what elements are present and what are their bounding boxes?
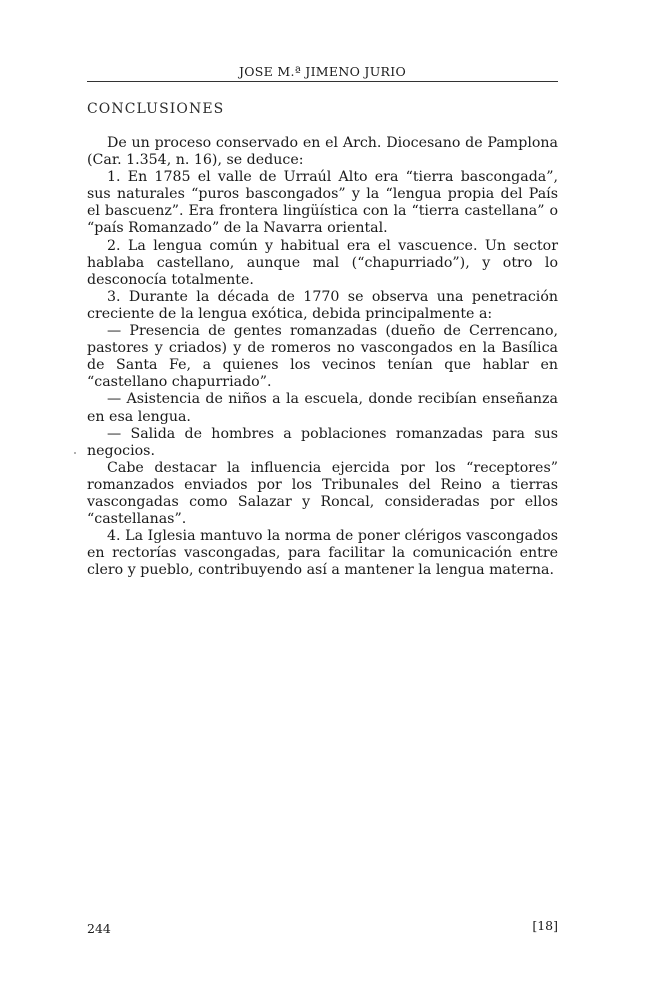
scan-speck (74, 452, 76, 454)
body-text (87, 135, 558, 579)
paragraph: 3. Durante la década de 1770 se observa una penetración creciente de la lengua exótica, debida principalmente a: (87, 288, 558, 322)
paragraph: — Presencia de gentes romanzadas (dueño de Cerrencano, pastores y criados) y de romeros no vascongados en la Basílica de Santa Fe, a quienes los vecinos tenían que hablar en “castellano chapurriado”. (87, 323, 558, 391)
paragraph: 2. La lengua común y habitual era el vascuence. Un sector hablaba castellano, aunque mal (“chapurriado”), y otro lo desconocía totalmente. (87, 237, 558, 288)
section-title: CONCLUSIONES (87, 101, 225, 117)
paragraph: — Salida de hombres a poblaciones romanzadas para sus negocios. (87, 425, 558, 459)
paragraph: 4. La Iglesia mantuvo la norma de poner clérigos vascongados en rectorías vascongadas, para facilitar la comunicación entre clero y pueblo, contribuyendo así a mantener la lengua materna. (87, 528, 558, 579)
header-rule (87, 81, 558, 82)
paragraph: — Asistencia de niños a la escuela, donde recibían enseñanza en esa lengua. (87, 391, 558, 425)
bracket-number: [18] (532, 918, 558, 933)
page-number: 244 (87, 921, 111, 936)
paragraph: Cabe destacar la influencia ejercida por los “receptores” romanzados enviados por los Tribunales del Reino a tierras vascongadas como Salazar y Roncal, consideradas por ellos “castellanas”. (87, 459, 558, 528)
paragraph: 1. En 1785 el valle de Urraúl Alto era “tierra bascongada”, sus naturales “puros bascongados” y la “lengua propia del País el bascuenz”. Era frontera lingüística con la “tierra castellana” o “país Romanzado” de la Navarra oriental. (87, 169, 558, 237)
paragraph: De un proceso conservado en el Arch. Diocesano de Pamplona (Car. 1.354, n. 16), se deduce: (87, 135, 558, 169)
running-head: JOSE M.ª JIMENO JURIO (238, 64, 407, 79)
